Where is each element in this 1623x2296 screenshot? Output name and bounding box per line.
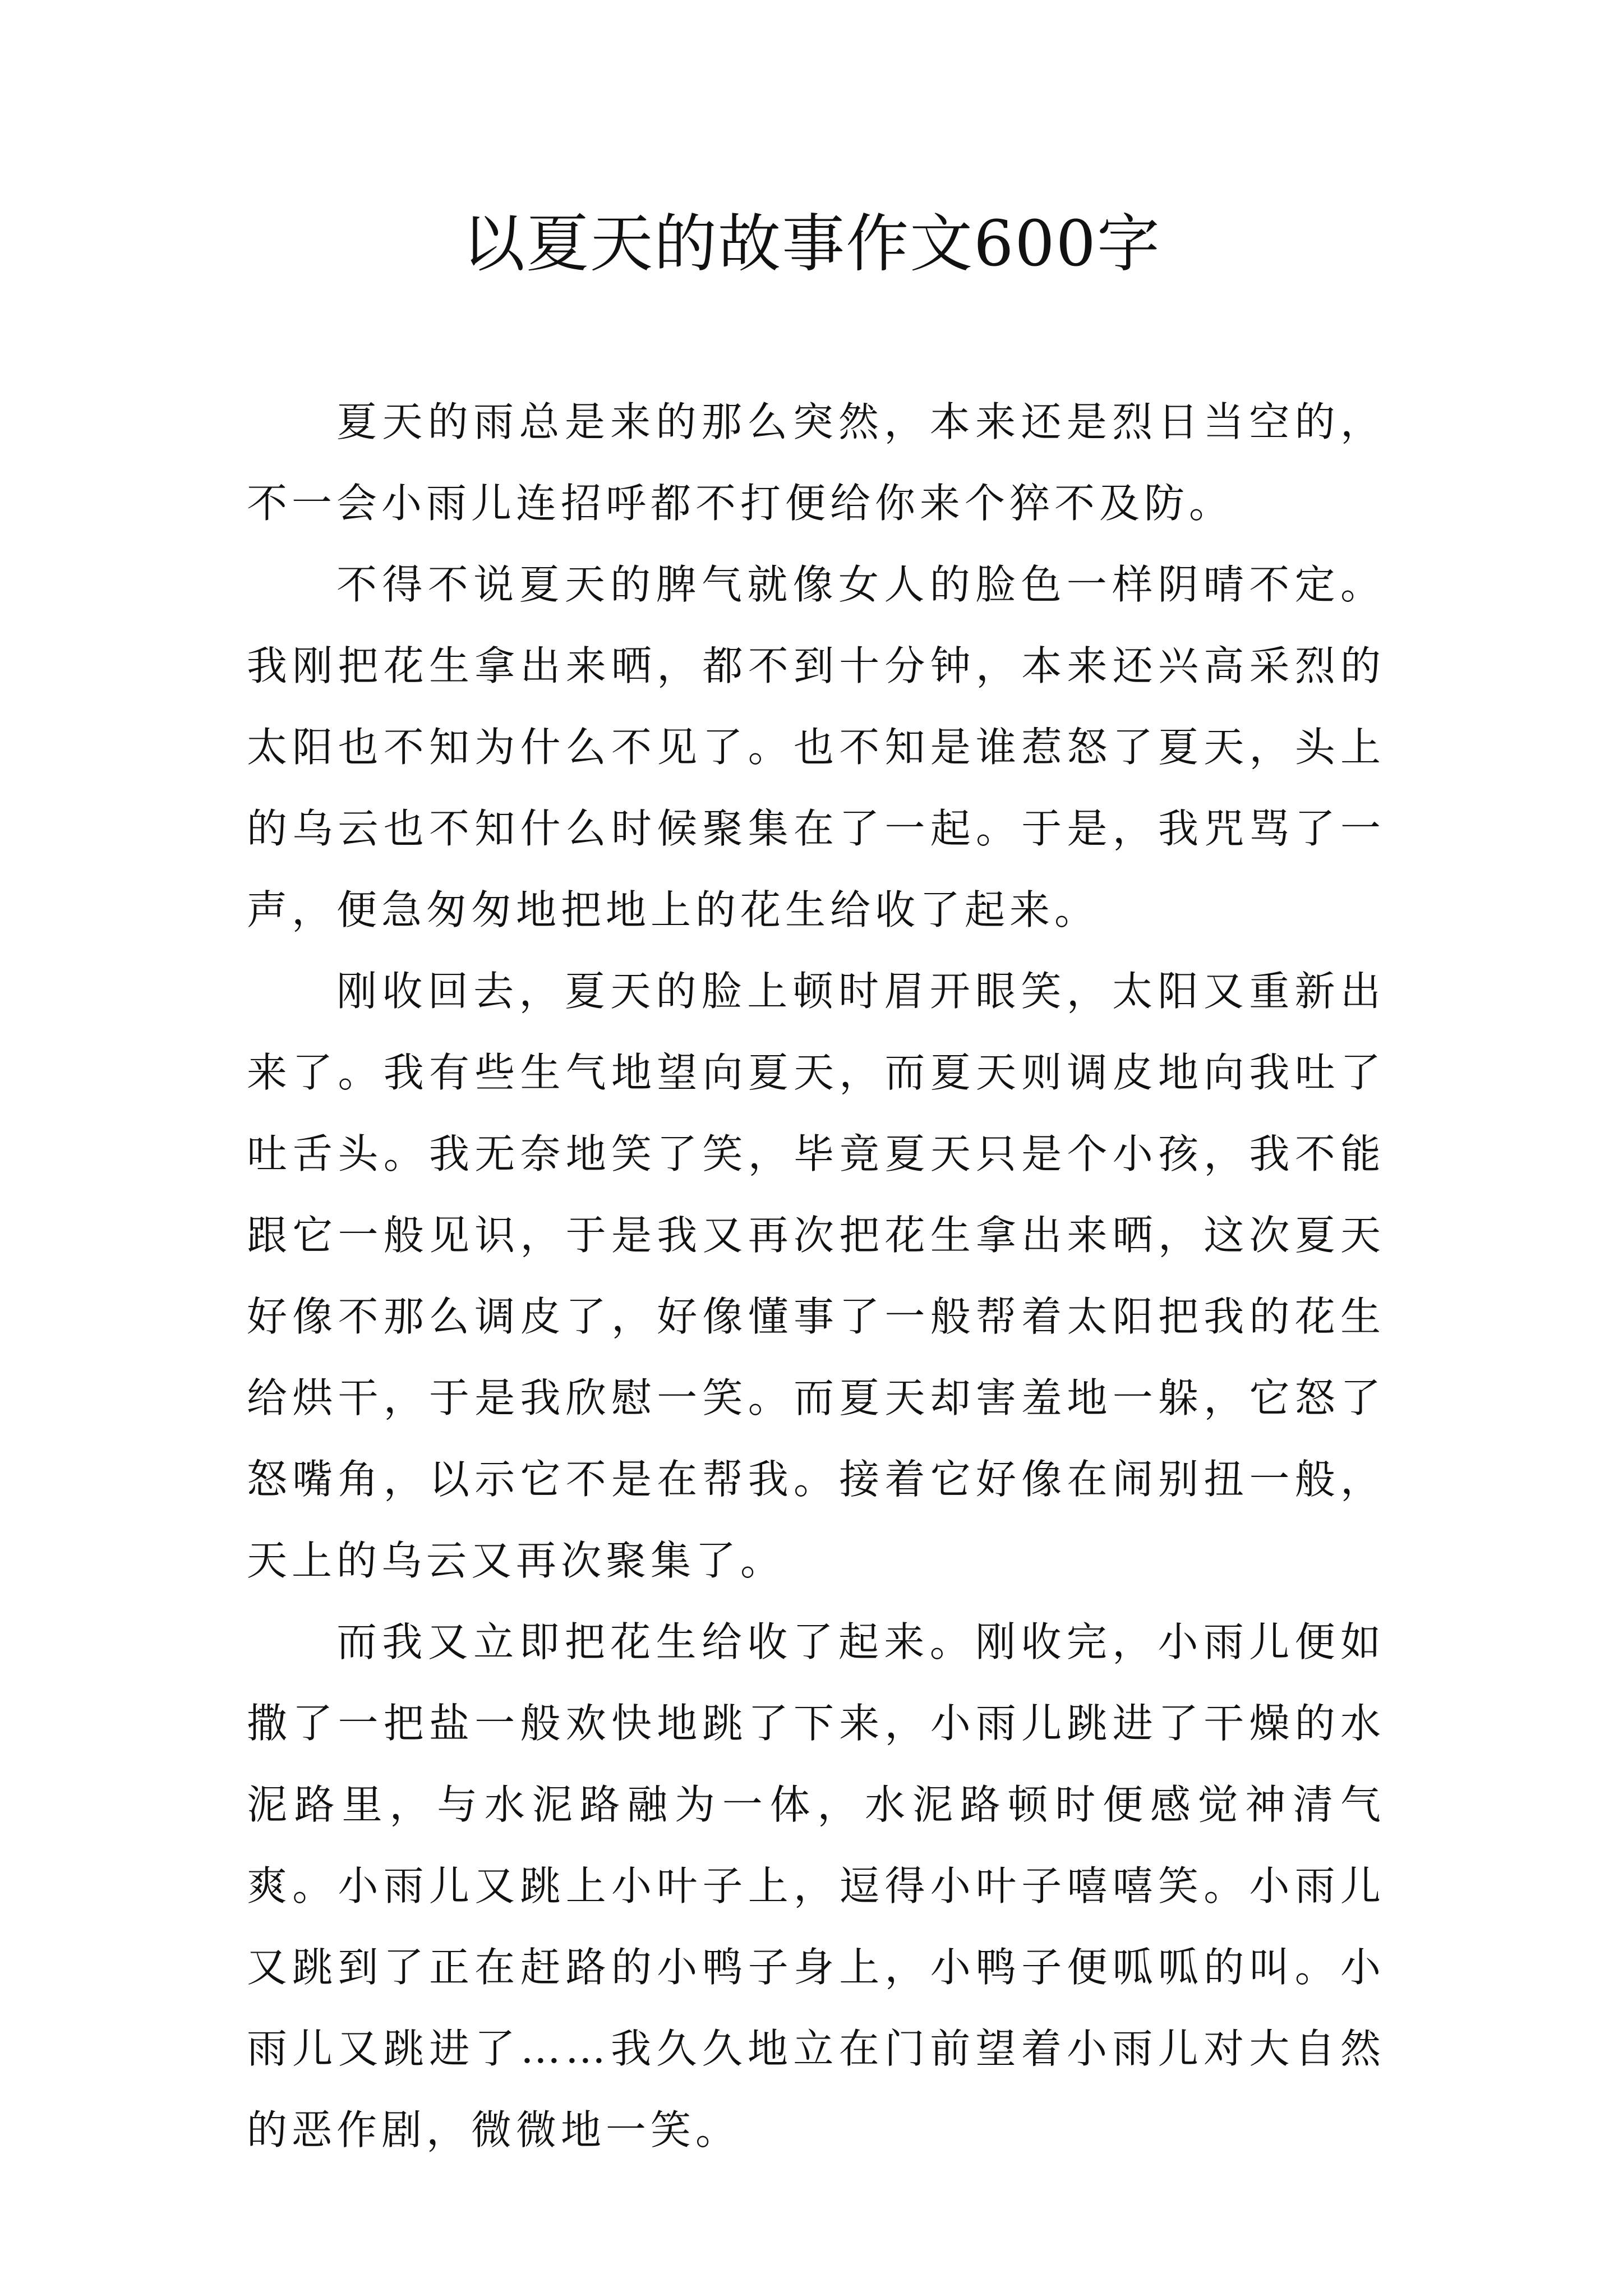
paragraph-1: 夏天的雨总是来的那么突然，本来还是烈日当空的，不一会小雨儿连招呼都不打便给你来个猝不及防。 — [247, 398, 1385, 527]
paragraph-4: 而我又立即把花生给收了起来。刚收完，小雨儿便如撒了一把盐一般欢快地跳了下来，小雨儿跳进了干燥的水泥路里，与水泥路融为一体，水泥路顿时便感觉神清气爽。小雨儿又跳上小叶子上，逗得小叶子嘻嘻笑。小雨儿又跳到了正在赶路的小鸭子身上，小鸭子便呱呱的叫。小雨儿又跳进了……我久久地立在门前望着小雨儿对大自然的恶作剧，微微地一笑。 — [247, 1618, 1385, 2154]
paragraph-2: 不得不说夏天的脾气就像女人的脸色一样阴晴不定。我刚把花生拿出来晒，都不到十分钟，本来还兴高采烈的太阳也不知为什么不见了。也不知是谁惹怒了夏天，头上的乌云也不知什么时候聚集在了一起。于是，我咒骂了一声，便急匆匆地把地上的花生给收了起来。 — [247, 561, 1385, 933]
document-body — [247, 381, 1385, 2171]
document-title: 以夏天的故事作文600字 — [462, 208, 1161, 280]
paragraph-3: 刚收回去，夏天的脸上顿时眉开眼笑，太阳又重新出来了。我有些生气地望向夏天，而夏天则调皮地向我吐了吐舌头。我无奈地笑了笑，毕竟夏天只是个小孩，我不能跟它一般见识，于是我又再次把花生拿出来晒，这次夏天好像不那么调皮了，好像懂事了一般帮着太阳把我的花生给烘干，于是我欣慰一笑。而夏天却害羞地一躲，它怒了怒嘴角，以示它不是在帮我。接着它好像在闹别扭一般，天上的乌云又再次聚集了。 — [247, 968, 1385, 1584]
